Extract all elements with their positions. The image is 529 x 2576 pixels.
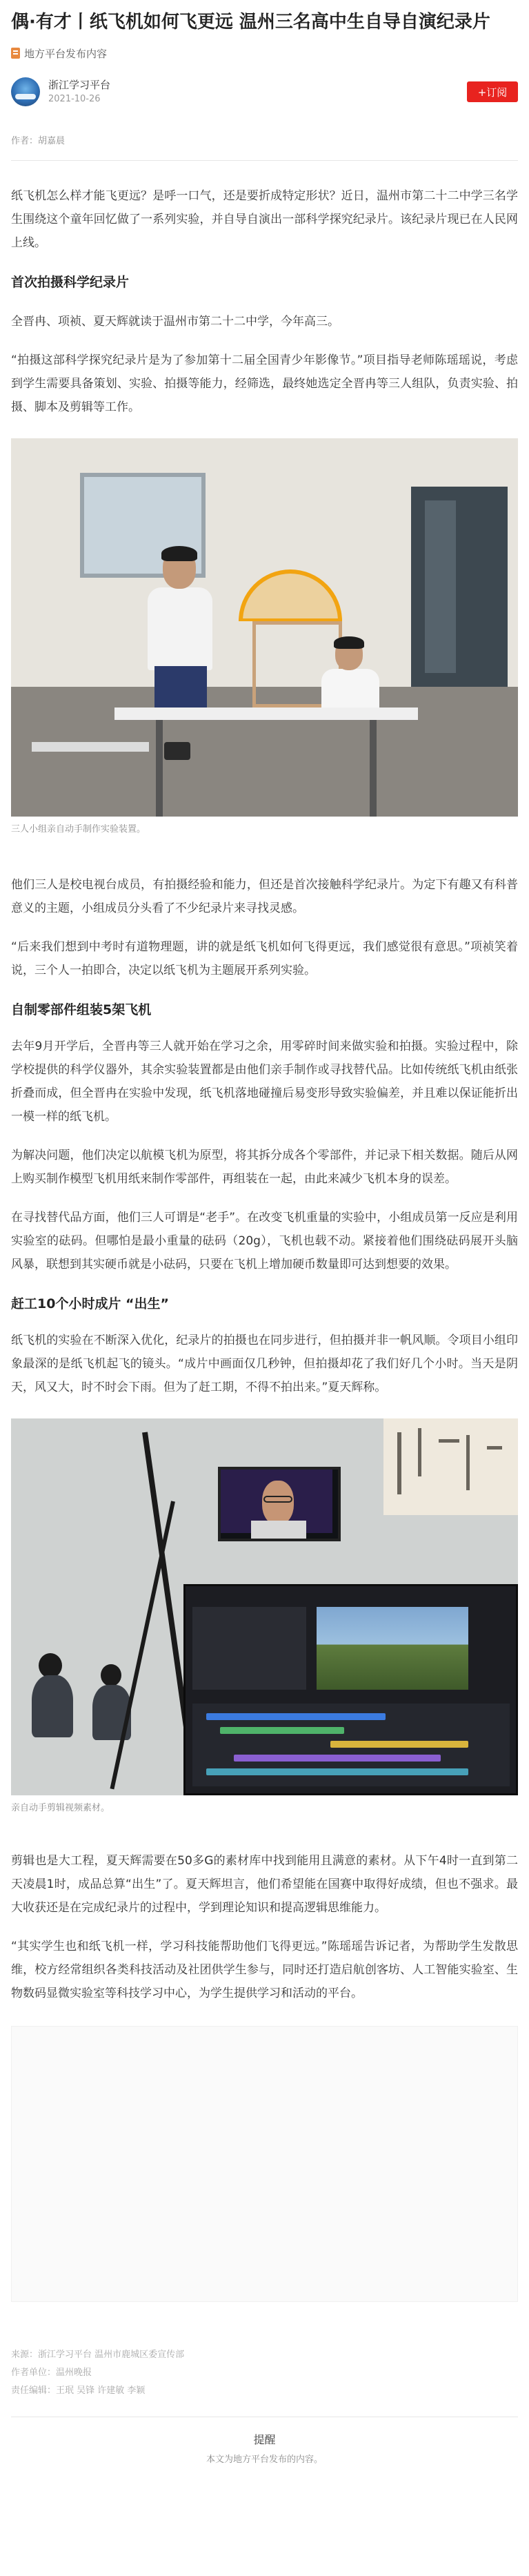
byline: 作者：胡嘉晨: [11, 136, 66, 146]
source-tag: [11, 46, 518, 61]
platform-notice: [11, 2432, 518, 2467]
embedded-content-area: [11, 2026, 518, 2302]
notice-text: 本文为地方平台发布的内容。: [206, 2455, 323, 2465]
photo-caption-1: 三人小组亲自动手制作实验装置。: [11, 824, 146, 835]
paragraph-8: 纸飞机的实验在不断深入优化，纪录片的拍摄也在同步进行，但拍摄并非一帆风顺。令项目小组印象最深的是纸飞机起飞的镜头。“成片中画面仅几秒钟，但拍摄却花了我们好几个小时。当天是阴天，风又大，时不时会下雨。但为了赶工期，不得不拍出来。”夏天辉称。: [11, 1334, 518, 1394]
avatar[interactable]: [11, 77, 40, 106]
author-bar: [11, 76, 518, 108]
publish-date: 2021-10-26: [48, 94, 101, 104]
paragraph-3: 他们三人是校电视台成员，有拍摄经验和能力，但还是首次接触科学纪录片。为定下有趣又有科普意义的主题，小组成员分头看了不少纪录片来寻找灵感。: [11, 878, 518, 915]
notice-title: 提醒: [253, 2433, 276, 2446]
paragraph-9: 剪辑也是大工程，夏天辉需要在50多G的素材库中找到能用且满意的素材。从下午4时一直到第二天凌晨1时，成品总算“出生”了。夏天辉坦言，他们希望能在国赛中取得好成绩，但也不强求。最大收获还是在完成纪录片的过程中，学到理论知识和提高逻辑思维能力。: [11, 1854, 518, 1915]
article-title: 偶·有才丨纸飞机如何飞更远 温州三名高中生自导自演纪录片: [11, 12, 490, 32]
section-heading-3: 赶工10个小时成片 “出生”: [11, 1296, 170, 1311]
paragraph-4: “后来我们想到中考时有道物理题，讲的就是纸飞机如何飞得更远，我们感觉很有意思。”项祯笑着说，三个人一拍即合，决定以纸飞机为主题展开系列实验。: [11, 940, 518, 977]
paragraph-1: 全晋冉、项祯、夏天辉就读于温州市第二十二中学，今年高三。: [11, 315, 339, 329]
source-tag-label: 地方平台发布内容: [24, 47, 108, 60]
footer-source: 来源：浙江学习平台 温州市鹿城区委宣传部: [11, 2350, 185, 2360]
document-icon: [11, 48, 20, 59]
paragraph-6: 为解决问题，他们决定以航模飞机为原型，将其拆分成各个零部件，并记录下相关数据。随后从网上购买制作模型飞机用纸来制作零部件，再组装在一起，由此来减少飞机本身的误差。: [11, 1149, 518, 1186]
intro-paragraph: 纸飞机怎么样才能飞更远？是呼一口气，还是要折成特定形状？近日，温州市第二十二中学三名学生围绕这个童年回忆做了一系列实验，并自导自演出一部科学探究纪录片。该纪录片现已在人民网上线。: [11, 189, 518, 250]
editing-photo: [11, 1418, 518, 1795]
paragraph-7: 在寻找替代品方面，他们三人可谓是“老手”。在改变飞机重量的实验中，小组成员第一反应是利用实验室的砝码。但哪怕是最小重量的砝码（20g），飞机也载不动。紧接着他们围绕砝码展开头脑风暴，联想到其实硬币就是小砝码，只要在飞机上增加硬币数量即可达到想要的效果。: [11, 1211, 518, 1271]
paragraph-2: “拍摄这部科学探究纪录片是为了参加第十二届全国青少年影像节。”项目指导老师陈瑶瑶说，考虑到学生需要具备策划、实验、拍摄等能力，经筛选，最终她选定全晋冉等三人组队，负责实验、拍摄、脚本及剪辑等工作。: [11, 353, 518, 414]
article-footer-meta: [11, 2346, 518, 2400]
author-name[interactable]: 浙江学习平台: [48, 79, 111, 91]
section-heading-2: 自制零部件组装5架飞机: [11, 1002, 152, 1017]
footer-editor: 责任编辑：王珉 吴锋 许建敏 李颖: [11, 2385, 146, 2396]
section-heading-1: 首次拍摄科学纪录片: [11, 275, 130, 290]
footer-author-unit: 作者单位：温州晚报: [11, 2368, 92, 2378]
photo-caption-2: 亲自动手剪辑视频素材。: [11, 1803, 110, 1813]
header-divider: [11, 160, 518, 161]
paragraph-10: “其实学生也和纸飞机一样，学习科技能帮助他们飞得更远。”陈瑶瑶告诉记者，为帮助学生发散思维，校方经常组织各类科技活动及社团供学生参与，同时还打造启航创客坊、人工智能实验室、生物数码显微实验室等科技学习中心，为学生提供学习和活动的平台。: [11, 1940, 518, 2000]
paragraph-5: 去年9月开学后，全晋冉等三人就开始在学习之余，用零碎时间来做实验和拍摄。实验过程中，除学校提供的科学仪器外，其余实验装置都是由他们亲手制作或寻找替代品。比如传统纸飞机由纸张折叠而成，但全晋冉在实验中发现，纸飞机落地碰撞后易变形导致实验偏差，并且难以保证能折出一模一样的纸飞机。: [11, 1040, 518, 1124]
lab-photo: [11, 438, 518, 817]
subscribe-button[interactable]: +订阅: [467, 81, 518, 102]
author-info: [48, 78, 110, 106]
